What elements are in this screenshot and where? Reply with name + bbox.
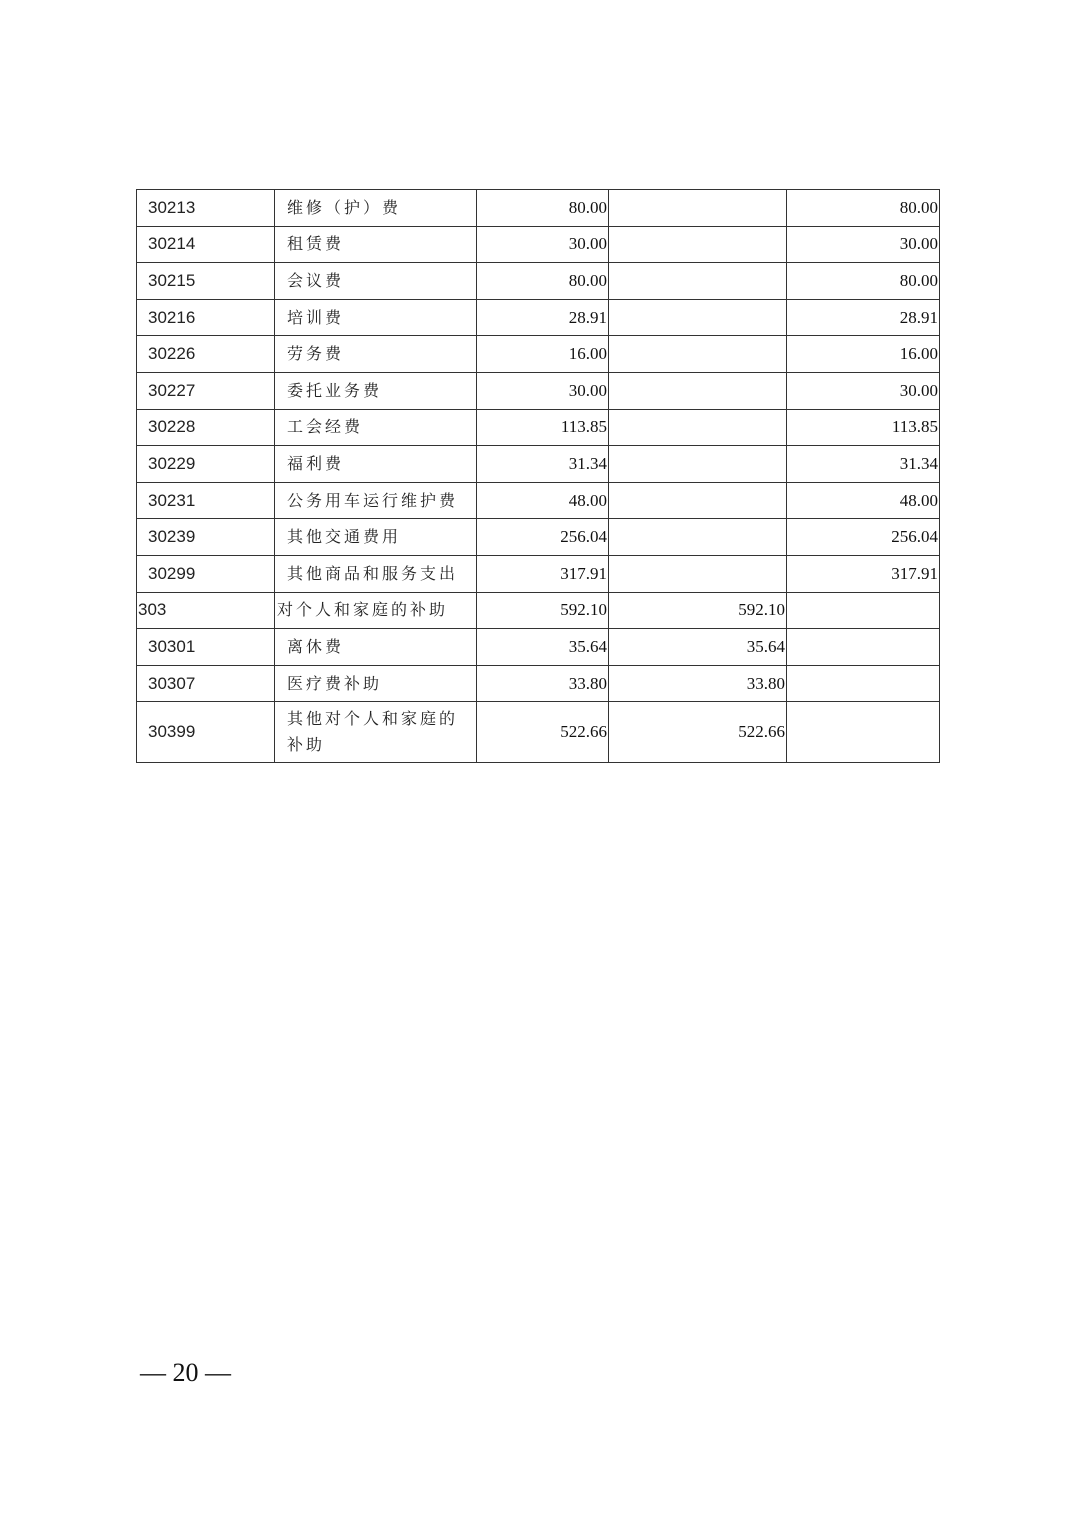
table-row bbox=[137, 299, 940, 336]
row-amount: 256.04 bbox=[477, 519, 609, 556]
row-code: 303 bbox=[137, 592, 275, 629]
row-public-amount: 16.00 bbox=[787, 336, 940, 373]
row-personnel-amount: 522.66 bbox=[609, 702, 787, 763]
row-public-amount bbox=[787, 702, 940, 763]
row-public-amount: 28.91 bbox=[787, 299, 940, 336]
row-amount: 35.64 bbox=[477, 629, 609, 666]
row-name: 其他交通费用 bbox=[275, 519, 477, 556]
table-row bbox=[137, 519, 940, 556]
row-code: 30239 bbox=[137, 519, 275, 556]
row-public-amount: 256.04 bbox=[787, 519, 940, 556]
row-public-amount: 113.85 bbox=[787, 409, 940, 446]
row-personnel-amount bbox=[609, 336, 787, 373]
row-public-amount: 30.00 bbox=[787, 226, 940, 263]
row-personnel-amount: 33.80 bbox=[609, 665, 787, 702]
row-amount: 28.91 bbox=[477, 299, 609, 336]
row-amount: 16.00 bbox=[477, 336, 609, 373]
row-amount: 522.66 bbox=[477, 702, 609, 763]
table-row bbox=[137, 372, 940, 409]
row-public-amount: 80.00 bbox=[787, 190, 940, 227]
row-name: 公务用车运行维护费 bbox=[275, 482, 477, 519]
budget-table bbox=[136, 189, 940, 763]
row-name: 工会经费 bbox=[275, 409, 477, 446]
row-name: 培训费 bbox=[275, 299, 477, 336]
row-amount: 113.85 bbox=[477, 409, 609, 446]
row-public-amount: 317.91 bbox=[787, 555, 940, 592]
row-amount: 30.00 bbox=[477, 372, 609, 409]
table-row bbox=[137, 190, 940, 227]
row-public-amount: 30.00 bbox=[787, 372, 940, 409]
row-code: 30226 bbox=[137, 336, 275, 373]
row-personnel-amount bbox=[609, 409, 787, 446]
row-personnel-amount bbox=[609, 263, 787, 300]
row-name: 委托业务费 bbox=[275, 372, 477, 409]
row-code: 30301 bbox=[137, 629, 275, 666]
row-personnel-amount bbox=[609, 482, 787, 519]
row-code: 30214 bbox=[137, 226, 275, 263]
row-code: 30231 bbox=[137, 482, 275, 519]
table-row bbox=[137, 665, 940, 702]
table-row bbox=[137, 226, 940, 263]
row-name: 其他对个人和家庭的补助 bbox=[275, 702, 477, 763]
row-amount: 317.91 bbox=[477, 555, 609, 592]
table-row bbox=[137, 629, 940, 666]
row-amount: 31.34 bbox=[477, 446, 609, 483]
table-row bbox=[137, 702, 940, 763]
row-public-amount bbox=[787, 592, 940, 629]
table-row bbox=[137, 336, 940, 373]
row-amount: 48.00 bbox=[477, 482, 609, 519]
row-personnel-amount bbox=[609, 555, 787, 592]
table-row bbox=[137, 482, 940, 519]
table-row bbox=[137, 555, 940, 592]
row-code: 30307 bbox=[137, 665, 275, 702]
row-personnel-amount bbox=[609, 190, 787, 227]
row-public-amount: 48.00 bbox=[787, 482, 940, 519]
row-code: 30215 bbox=[137, 263, 275, 300]
row-name: 医疗费补助 bbox=[275, 665, 477, 702]
row-amount: 592.10 bbox=[477, 592, 609, 629]
row-personnel-amount bbox=[609, 446, 787, 483]
row-personnel-amount bbox=[609, 226, 787, 263]
table-row bbox=[137, 263, 940, 300]
row-personnel-amount bbox=[609, 299, 787, 336]
row-code: 30299 bbox=[137, 555, 275, 592]
page-number: — 20 — bbox=[140, 1358, 231, 1387]
row-amount: 33.80 bbox=[477, 665, 609, 702]
row-personnel-amount: 592.10 bbox=[609, 592, 787, 629]
row-code: 30227 bbox=[137, 372, 275, 409]
row-name: 对个人和家庭的补助 bbox=[275, 592, 477, 629]
row-public-amount: 31.34 bbox=[787, 446, 940, 483]
row-personnel-amount: 35.64 bbox=[609, 629, 787, 666]
table-row bbox=[137, 409, 940, 446]
row-name: 福利费 bbox=[275, 446, 477, 483]
table-row bbox=[137, 592, 940, 629]
row-name: 维修（护）费 bbox=[275, 190, 477, 227]
row-name: 其他商品和服务支出 bbox=[275, 555, 477, 592]
row-public-amount bbox=[787, 629, 940, 666]
row-personnel-amount bbox=[609, 519, 787, 556]
row-amount: 80.00 bbox=[477, 263, 609, 300]
row-code: 30228 bbox=[137, 409, 275, 446]
row-code: 30216 bbox=[137, 299, 275, 336]
row-code: 30213 bbox=[137, 190, 275, 227]
row-personnel-amount bbox=[609, 372, 787, 409]
row-public-amount: 80.00 bbox=[787, 263, 940, 300]
row-name: 离休费 bbox=[275, 629, 477, 666]
table-body bbox=[137, 190, 940, 763]
row-name: 会议费 bbox=[275, 263, 477, 300]
row-amount: 30.00 bbox=[477, 226, 609, 263]
row-public-amount bbox=[787, 665, 940, 702]
row-amount: 80.00 bbox=[477, 190, 609, 227]
row-code: 30399 bbox=[137, 702, 275, 763]
row-name: 租赁费 bbox=[275, 226, 477, 263]
row-name: 劳务费 bbox=[275, 336, 477, 373]
row-code: 30229 bbox=[137, 446, 275, 483]
table-row bbox=[137, 446, 940, 483]
